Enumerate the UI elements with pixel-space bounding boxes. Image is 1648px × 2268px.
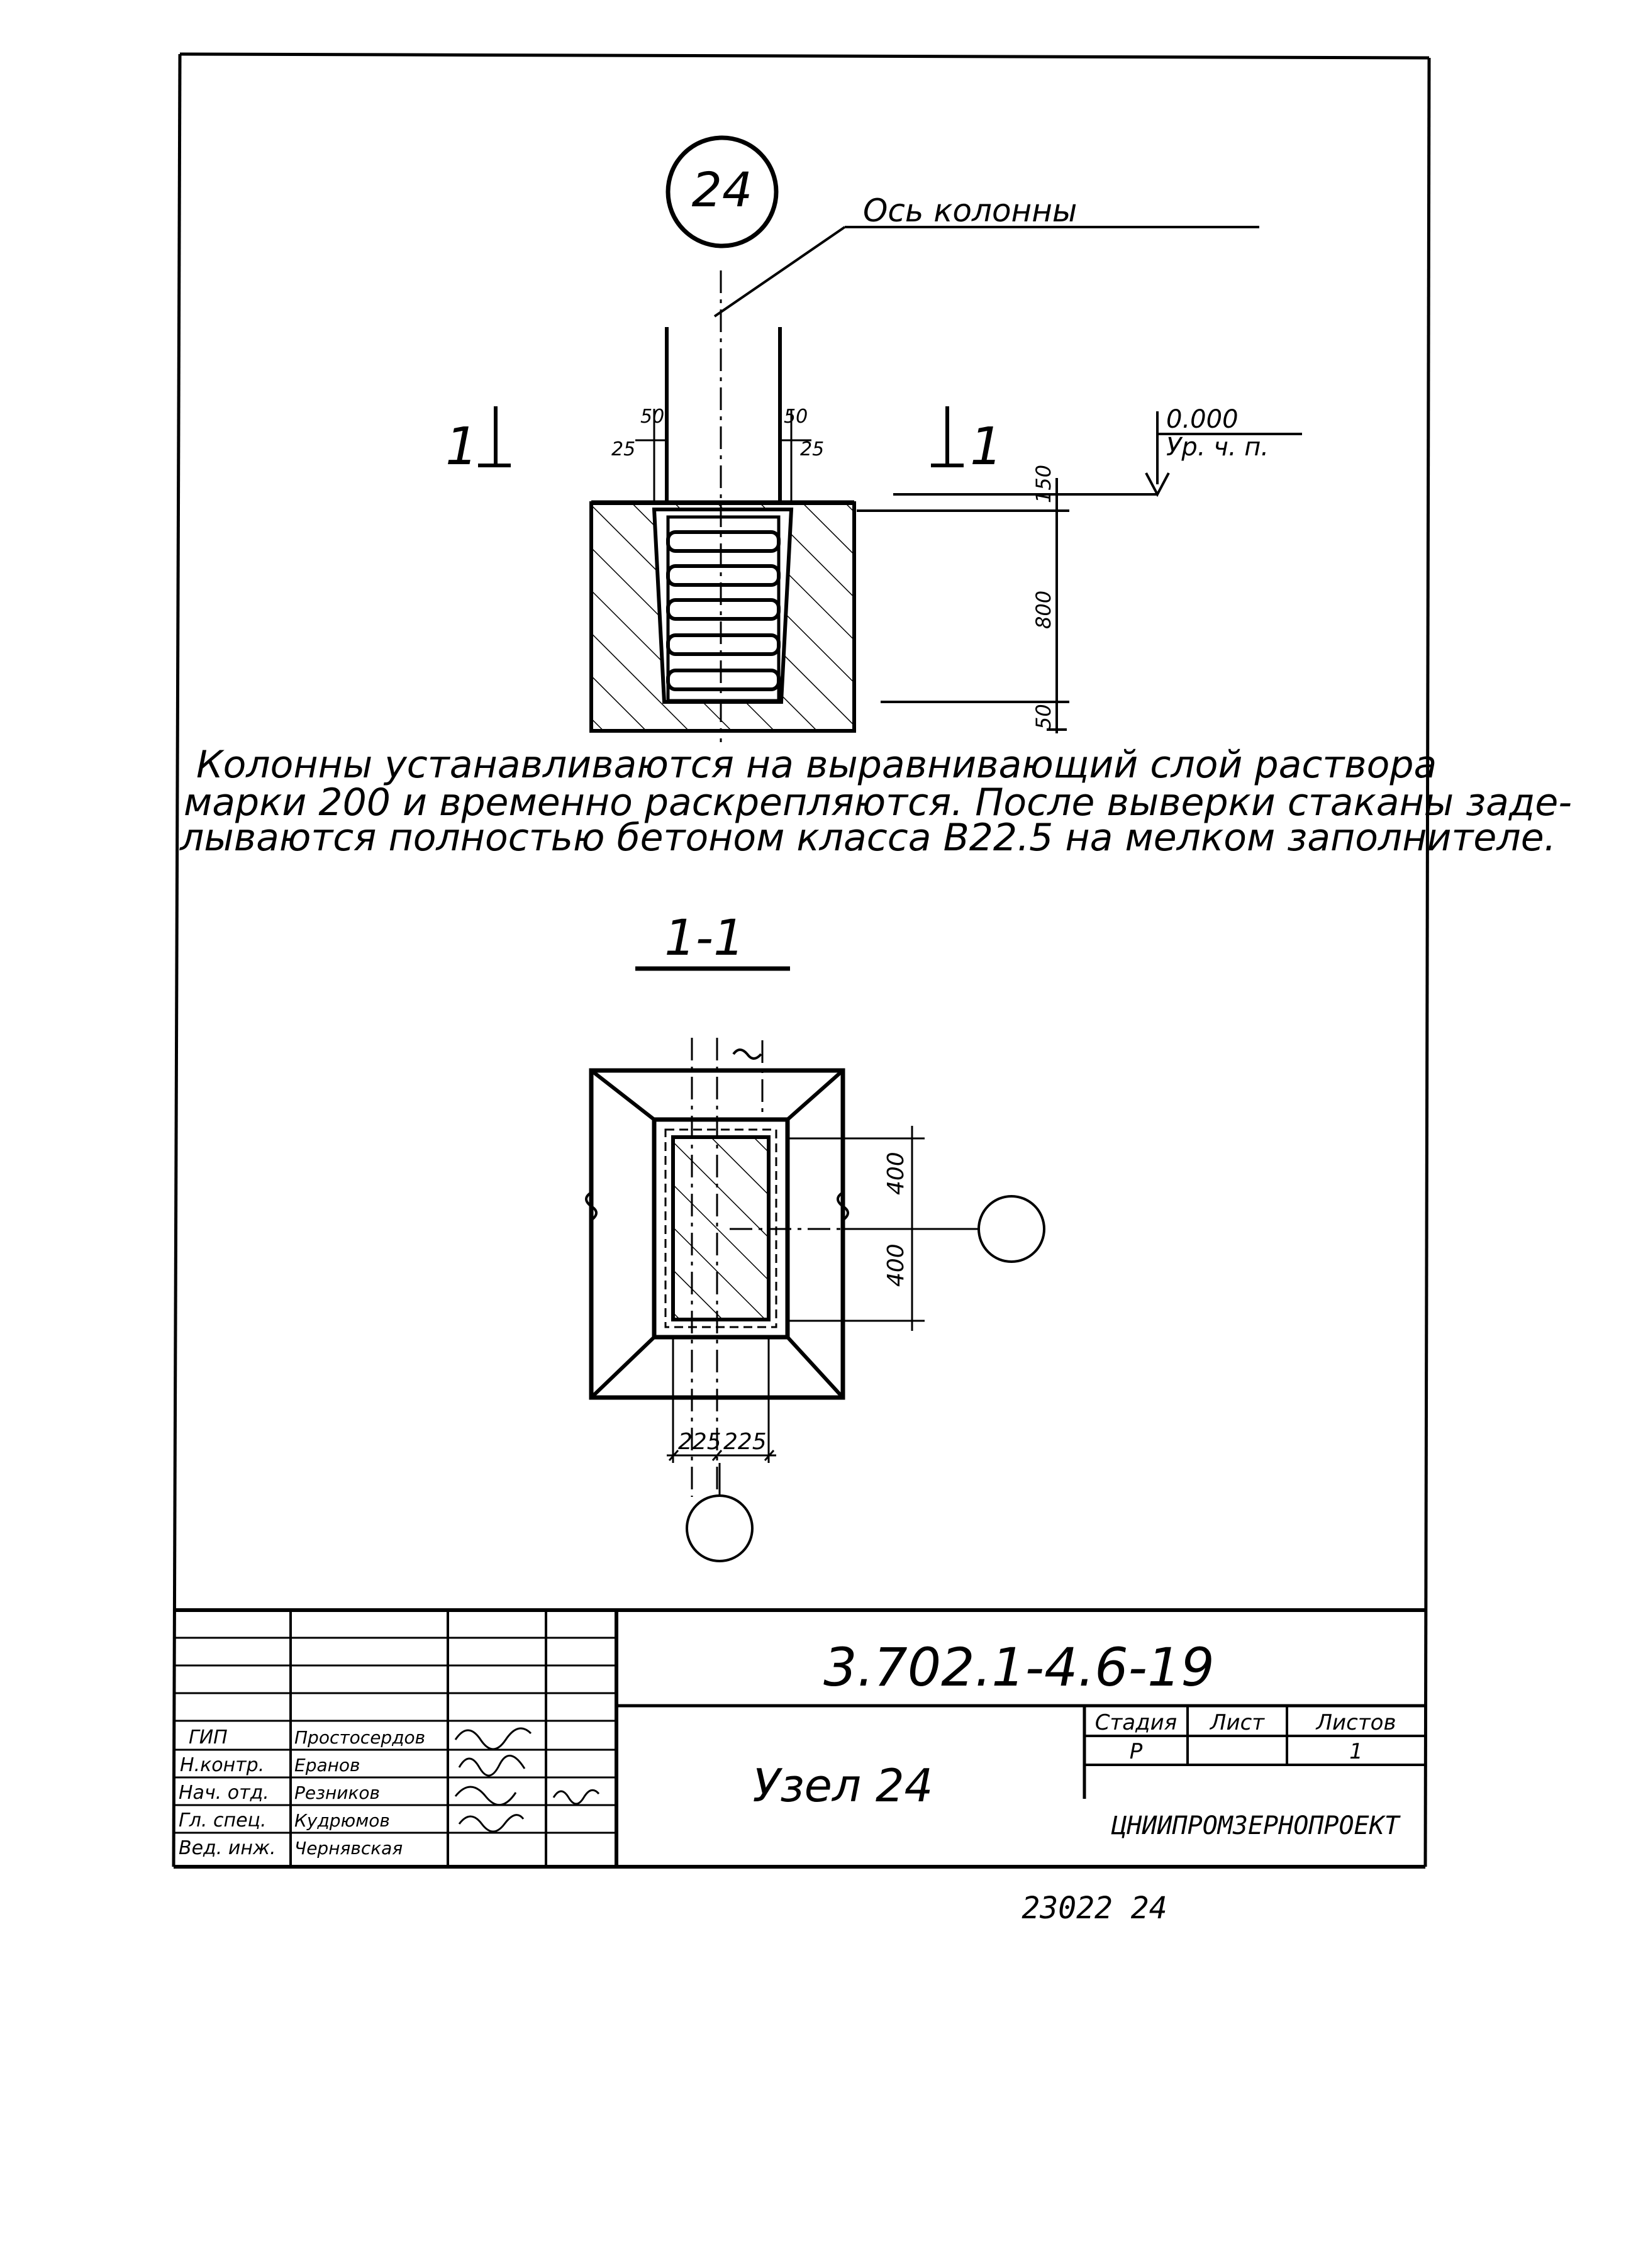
section-mark-right: 1 bbox=[970, 417, 1003, 477]
header-stage: Стадия bbox=[1094, 1710, 1178, 1735]
dim-left-25: 25 bbox=[611, 438, 636, 460]
dim-h-400-top: 400 bbox=[883, 1152, 909, 1195]
role-2: Нач. отд. bbox=[179, 1782, 269, 1804]
note-line-2: марки 200 и временно раскрепляются. После выверки стаканы заде- bbox=[184, 781, 1572, 825]
dim-v-800: 800 bbox=[1032, 590, 1055, 629]
footer-stamp: 23022 24 bbox=[1022, 1891, 1167, 1926]
drawing-title: Узел 24 bbox=[752, 1759, 933, 1812]
header-sheet: Лист bbox=[1210, 1710, 1265, 1735]
elevation-value: 0.000 bbox=[1166, 405, 1239, 434]
dim-h-400-bottom: 400 bbox=[883, 1243, 909, 1287]
dim-w-225-left: 225 bbox=[678, 1429, 721, 1455]
node-badge-number: 24 bbox=[691, 162, 753, 218]
name-2: Резников bbox=[294, 1782, 381, 1803]
elevation-level: Ур. ч. п. bbox=[1166, 433, 1269, 462]
organization: ЦНИИПРОМЗЕРНОПРОЕКТ bbox=[1111, 1811, 1400, 1840]
axis-bubble-right bbox=[979, 1196, 1044, 1262]
dim-right-50: 50 bbox=[784, 406, 808, 428]
signatures bbox=[455, 1728, 599, 1832]
dim-v-150: 150 bbox=[1032, 464, 1055, 503]
dim-v-50: 50 bbox=[1032, 704, 1055, 730]
name-3: Кудрюмов bbox=[294, 1810, 390, 1831]
name-1: Еранов bbox=[294, 1755, 360, 1776]
sheet-frame bbox=[174, 54, 1429, 1867]
section-mark-left: 1 bbox=[445, 417, 479, 477]
column-axis-leader bbox=[715, 227, 1259, 316]
section-title: 1-1 bbox=[664, 910, 745, 967]
role-4: Вед. инж. bbox=[179, 1837, 276, 1859]
name-4: Чернявская bbox=[294, 1838, 403, 1859]
note-line-1: Колонны устанавливаются на выравнивающий слой раствора bbox=[196, 743, 1437, 787]
axis-bubble-bottom bbox=[687, 1496, 752, 1561]
header-sheets: Листов bbox=[1316, 1710, 1396, 1735]
role-1: Н.контр. bbox=[180, 1754, 265, 1776]
column-axis-label: Ось колонны bbox=[863, 192, 1077, 229]
doc-code: 3.702.1-4.6-19 bbox=[823, 1637, 1215, 1698]
role-3: Гл. спец. bbox=[179, 1809, 267, 1832]
value-stage: Р bbox=[1129, 1739, 1143, 1764]
dim-left-50: 50 bbox=[640, 406, 665, 428]
dim-w-225-right: 225 bbox=[723, 1429, 767, 1455]
name-0: Простосердов bbox=[294, 1727, 426, 1748]
value-sheets: 1 bbox=[1349, 1739, 1363, 1764]
role-0: ГИП bbox=[189, 1726, 228, 1748]
note-line-3: лываются полностью бетоном класса В22.5 на мелком заполнителе. bbox=[180, 816, 1556, 860]
foundation-cup bbox=[591, 327, 854, 731]
dim-right-25: 25 bbox=[800, 438, 825, 460]
